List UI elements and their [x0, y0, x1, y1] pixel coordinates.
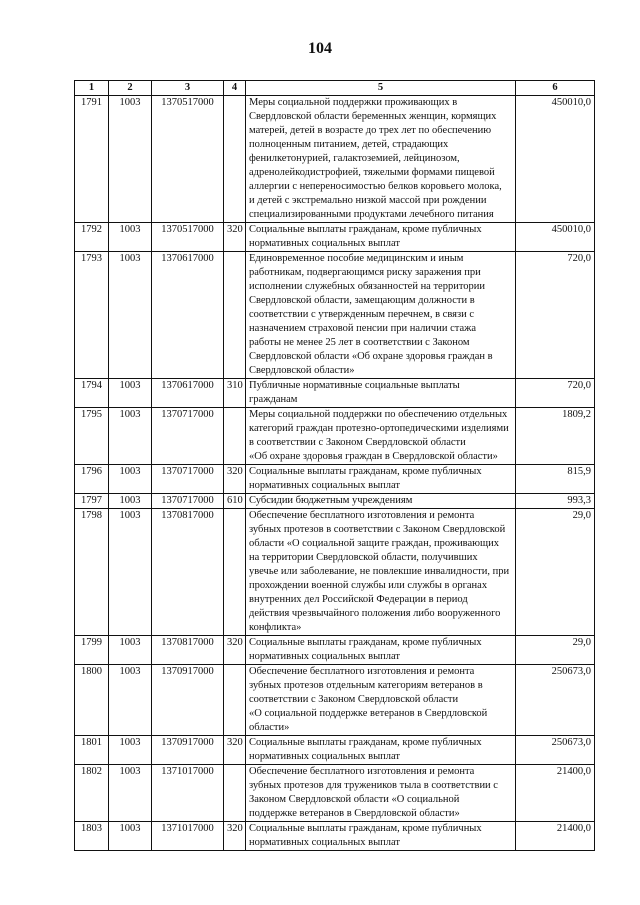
header-cell: 1	[75, 81, 109, 96]
section-code-cell: 1003	[109, 665, 152, 736]
table-body	[75, 96, 595, 851]
row-number-cell: 1801	[75, 736, 109, 765]
amount-cell: 720,0	[516, 252, 595, 379]
description-cell	[246, 252, 516, 379]
amount-cell: 720,0	[516, 379, 595, 408]
description-line: внутренних дел Российской Федерации в период	[249, 594, 468, 605]
target-code-cell: 1370617000	[152, 252, 224, 379]
description-line: «Об охране здоровья граждан в Свердловской области»	[249, 451, 498, 462]
description-cell	[246, 494, 516, 509]
header-cell: 2	[109, 81, 152, 96]
description-cell	[246, 223, 516, 252]
description-cell	[246, 636, 516, 665]
expense-type-cell	[224, 509, 246, 636]
target-code-cell: 1370617000	[152, 379, 224, 408]
description-line: аллергии с непереносимостью белков коровьего молока,	[249, 181, 502, 192]
row-number-cell: 1791	[75, 96, 109, 223]
description-line: назначением страховой пенсии при наличии стажа	[249, 323, 477, 334]
section-code-cell: 1003	[109, 636, 152, 665]
amount-cell: 450010,0	[516, 96, 595, 223]
description-line: зубных протезов отдельным категориям ветеранов в	[249, 680, 483, 691]
description-cell	[246, 379, 516, 408]
description-line: Публичные нормативные социальные выплаты	[249, 380, 460, 391]
description-line: зубных протезов для тружеников тыла в соответствии с	[249, 780, 498, 791]
expense-type-cell: 320	[224, 736, 246, 765]
description-cell	[246, 408, 516, 465]
section-code-cell: 1003	[109, 765, 152, 822]
row-number-cell: 1800	[75, 665, 109, 736]
target-code-cell: 1371017000	[152, 822, 224, 851]
amount-cell: 29,0	[516, 636, 595, 665]
description-cell	[246, 822, 516, 851]
description-line: Субсидии бюджетным учреждениям	[249, 495, 413, 506]
table-row	[75, 636, 595, 665]
description-line: работникам, подвергающимся риску заражения при	[249, 267, 481, 278]
table-row	[75, 252, 595, 379]
description-line: нормативных социальных выплат	[249, 651, 400, 662]
table-row	[75, 736, 595, 765]
description-line: нормативных социальных выплат	[249, 837, 400, 848]
description-line: нормативных социальных выплат	[249, 238, 400, 249]
description-line: фенилкетонурией, галактоземией, лейцинозом,	[249, 153, 460, 164]
description-line: Социальные выплаты гражданам, кроме публичных	[249, 224, 482, 235]
expense-type-cell: 320	[224, 223, 246, 252]
expense-type-cell	[224, 408, 246, 465]
row-number-cell: 1797	[75, 494, 109, 509]
description-line: Обеспечение бесплатного изготовления и ремонта	[249, 766, 475, 777]
description-cell	[246, 465, 516, 494]
description-line: гражданам	[249, 394, 298, 405]
description-line: области «О социальной защите граждан, проживающих	[249, 538, 499, 549]
row-number-cell: 1798	[75, 509, 109, 636]
header-cell: 5	[246, 81, 516, 96]
expense-type-cell: 610	[224, 494, 246, 509]
header-cell: 3	[152, 81, 224, 96]
table-row	[75, 465, 595, 494]
target-code-cell: 1370817000	[152, 509, 224, 636]
page-number: 104	[308, 40, 332, 57]
description-line: Свердловской области беременных женщин, кормящих	[249, 111, 497, 122]
description-line: Социальные выплаты гражданам, кроме публичных	[249, 737, 482, 748]
expense-type-cell	[224, 765, 246, 822]
table-row	[75, 665, 595, 736]
amount-cell: 1809,2	[516, 408, 595, 465]
target-code-cell: 1370517000	[152, 96, 224, 223]
row-number-cell: 1803	[75, 822, 109, 851]
table-row	[75, 96, 595, 223]
description-line: увечье или заболевание, не повлекшие инвалидности, при	[249, 566, 510, 577]
row-number-cell: 1799	[75, 636, 109, 665]
description-line: соответствии с Законом Свердловской области	[249, 694, 459, 705]
description-line: «О социальной поддержке ветеранов в Свердловской	[249, 708, 488, 719]
target-code-cell: 1370917000	[152, 736, 224, 765]
target-code-cell: 1370917000	[152, 665, 224, 736]
description-line: Обеспечение бесплатного изготовления и ремонта	[249, 510, 475, 521]
description-line: полноценным питанием, детей, страдающих	[249, 139, 449, 150]
target-code-cell: 1371017000	[152, 765, 224, 822]
expense-type-cell: 310	[224, 379, 246, 408]
description-line: зубных протезов в соответствии с Законом Свердловской	[249, 524, 506, 535]
table-row	[75, 765, 595, 822]
section-code-cell: 1003	[109, 494, 152, 509]
row-number-cell: 1802	[75, 765, 109, 822]
section-code-cell: 1003	[109, 509, 152, 636]
description-line: Меры социальной поддержки по обеспечению отдельных	[249, 409, 508, 420]
description-line: действия чрезвычайного положения либо вооруженного	[249, 608, 501, 619]
description-line: матерей, детей в возрасте до трех лет по обеспечению	[249, 125, 492, 136]
description-line: работы не менее 25 лет в соответствии с Законом	[249, 337, 470, 348]
target-code-cell: 1370717000	[152, 408, 224, 465]
target-code-cell: 1370517000	[152, 223, 224, 252]
description-line: Социальные выплаты гражданам, кроме публичных	[249, 823, 482, 834]
amount-cell: 815,9	[516, 465, 595, 494]
section-code-cell: 1003	[109, 379, 152, 408]
description-cell	[246, 765, 516, 822]
table-header-row	[75, 81, 595, 96]
header-cell: 4	[224, 81, 246, 96]
expense-type-cell: 320	[224, 822, 246, 851]
description-line: Социальные выплаты гражданам, кроме публичных	[249, 637, 482, 648]
description-line: Свердловской области, замещающим должности в	[249, 295, 475, 306]
section-code-cell: 1003	[109, 736, 152, 765]
section-code-cell: 1003	[109, 408, 152, 465]
description-line: специализированными продуктами лечебного питания	[249, 209, 494, 220]
description-line: Социальные выплаты гражданам, кроме публичных	[249, 466, 482, 477]
target-code-cell: 1370717000	[152, 465, 224, 494]
description-line: Свердловской области»	[249, 365, 355, 376]
target-code-cell: 1370717000	[152, 494, 224, 509]
amount-cell: 250673,0	[516, 736, 595, 765]
target-code-cell: 1370817000	[152, 636, 224, 665]
description-line: в соответствии с Законом Свердловской области	[249, 437, 466, 448]
description-line: соответствии с утвержденным перечнем, в связи с	[249, 309, 475, 320]
description-line: нормативных социальных выплат	[249, 751, 400, 762]
row-number-cell: 1792	[75, 223, 109, 252]
table-row	[75, 379, 595, 408]
row-number-cell: 1795	[75, 408, 109, 465]
table-row	[75, 494, 595, 509]
amount-cell: 250673,0	[516, 665, 595, 736]
table-row	[75, 223, 595, 252]
section-code-cell: 1003	[109, 96, 152, 223]
expense-type-cell: 320	[224, 465, 246, 494]
description-cell	[246, 96, 516, 223]
table-row	[75, 509, 595, 636]
section-code-cell: 1003	[109, 822, 152, 851]
description-line: прохождении военной службы или службы в органах	[249, 580, 488, 591]
header-cell: 6	[516, 81, 595, 96]
description-line: и детей с экстремально низкой массой при рождении	[249, 195, 487, 206]
description-cell	[246, 509, 516, 636]
description-line: исполнении служебных обязанностей на территории	[249, 281, 486, 292]
description-line: Меры социальной поддержки проживающих в	[249, 97, 458, 108]
table-row	[75, 822, 595, 851]
section-code-cell: 1003	[109, 223, 152, 252]
amount-cell: 450010,0	[516, 223, 595, 252]
expense-type-cell: 320	[224, 636, 246, 665]
description-line: области»	[249, 722, 290, 733]
section-code-cell: 1003	[109, 465, 152, 494]
amount-cell: 993,3	[516, 494, 595, 509]
description-line: конфликта»	[249, 622, 302, 633]
expense-type-cell	[224, 96, 246, 223]
description-line: на территории Свердловской области, получивших	[249, 552, 478, 563]
row-number-cell: 1793	[75, 252, 109, 379]
table-row	[75, 408, 595, 465]
expense-type-cell	[224, 252, 246, 379]
description-line: адренолейкодистрофией, тяжелыми формами пищевой	[249, 167, 495, 178]
description-line: поддержке ветеранов в Свердловской области»	[249, 808, 460, 819]
description-cell	[246, 736, 516, 765]
description-line: категорий граждан протезно-ортопедическими изделиями	[249, 423, 509, 434]
budget-table	[74, 80, 595, 851]
row-number-cell: 1794	[75, 379, 109, 408]
amount-cell: 21400,0	[516, 822, 595, 851]
section-code-cell: 1003	[109, 252, 152, 379]
description-line: Единовременное пособие медицинским и иным	[249, 253, 464, 264]
expense-type-cell	[224, 665, 246, 736]
description-line: Свердловской области «Об охране здоровья граждан в	[249, 351, 493, 362]
amount-cell: 21400,0	[516, 765, 595, 822]
description-line: нормативных социальных выплат	[249, 480, 400, 491]
description-line: Обеспечение бесплатного изготовления и ремонта	[249, 666, 475, 677]
amount-cell: 29,0	[516, 509, 595, 636]
row-number-cell: 1796	[75, 465, 109, 494]
description-cell	[246, 665, 516, 736]
description-line: Законом Свердловской области «О социальной	[249, 794, 460, 805]
